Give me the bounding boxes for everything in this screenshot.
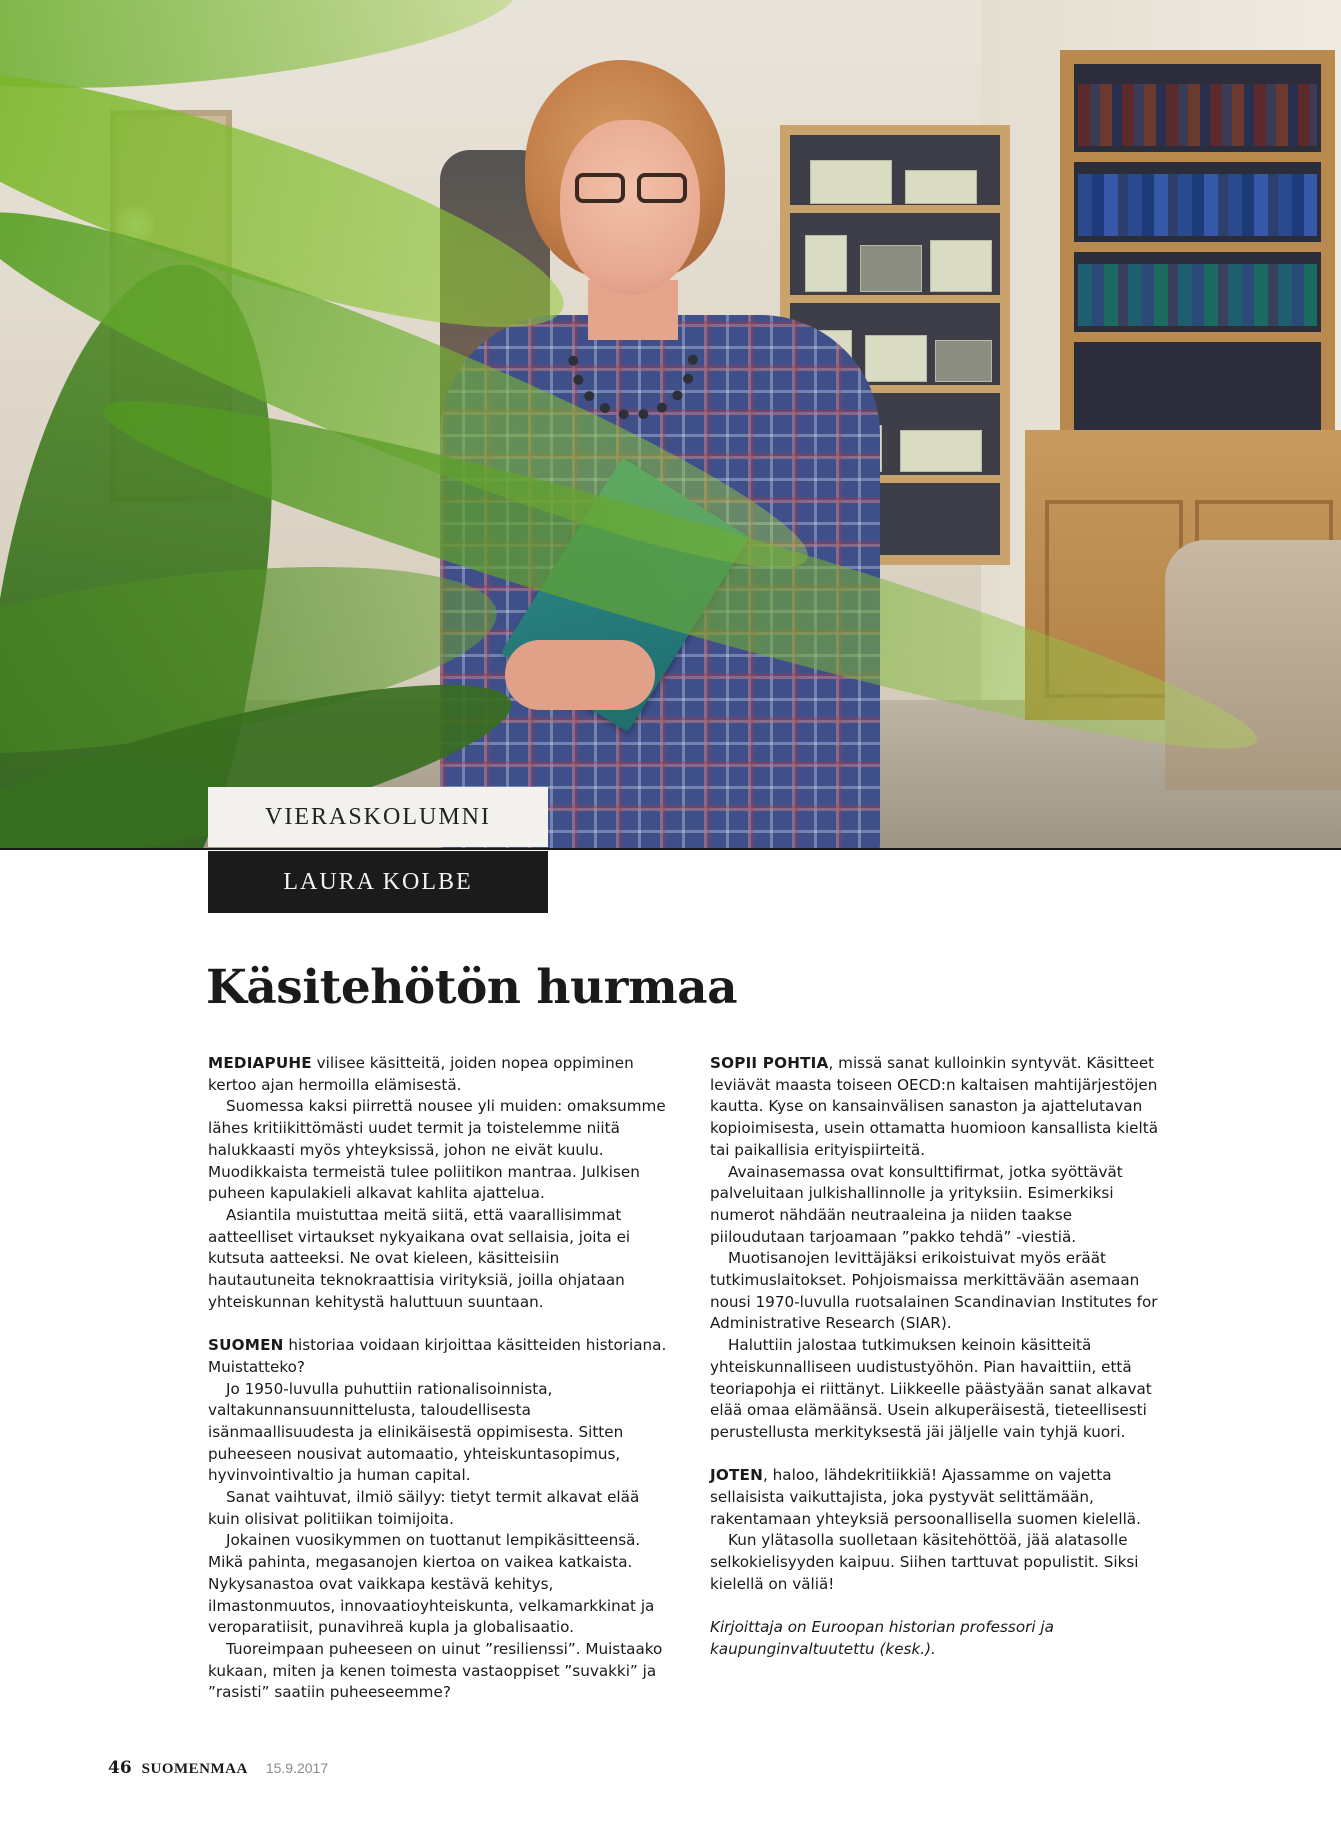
- author-signature: Kirjoittaja on Euroopan historian professori ja kaupunginvaltuutettu (kesk.).: [710, 1618, 1054, 1658]
- lead-in: JOTEN: [710, 1466, 764, 1485]
- paragraph: SUOMEN historiaa voidaan kirjoittaa käsitteiden historiana. Muistatteko?: [208, 1336, 667, 1376]
- paragraph: Sanat vaihtuvat, ilmiö säilyy: tietyt termit alkavat elää kuin olisivat politiikan toimijoita.: [208, 1488, 640, 1528]
- paragraph: Haluttiin jalostaa tutkimuksen keinoin käsitteitä yhteiskunnalliseen uudistustyöhön. Pian havaittiin, että teoriapohja ei riittänyt. Liikkeelle päästyään sanat alkavat elää omaa elämäänsä. Usein alkuperäisestä, tieteellisesti perustellusta merkityksestä jäi jäljelle vain tyhjä kuori.: [710, 1336, 1152, 1441]
- magazine-name: SUOMENMAA: [141, 1761, 248, 1777]
- paragraph: Avainasemassa ovat konsulttifirmat, jotka syöttävät palveluitaan julkishallinnolle ja yrityksiin. Esimerkiksi numerot nähdään neutraaleina ja niiden taakse piiloudutaan tarjoamaan ”pakko tehdä” -viestiä.: [710, 1162, 1123, 1246]
- page-number: 46: [108, 1758, 132, 1778]
- header-photo: [0, 0, 1341, 848]
- section-label: VIERASKOLUMNI: [208, 787, 548, 847]
- header-rule: [0, 848, 1341, 850]
- paragraph: SOPII POHTIA, missä sanat kulloinkin syntyvät. Käsitteet leviävät maasta toiseen OECD:n kaltaisen mahtijärjestöjen kautta. Kyse on kansainvälisen sanaston ja ajattelutavan kopioimisesta, usein ottamatta huomioon kansallista kieltä tai paikallisia erityispiirteitä.: [710, 1054, 1159, 1159]
- page-footer: [108, 1758, 328, 1778]
- lead-in: SOPII POHTIA: [710, 1054, 829, 1072]
- paragraph: Tuoreimpaan puheeseen on uinut ”resilienssi”. Muistaako kukaan, miten ja kenen toimesta vastaoppiset ”suvakki” ja ”rasisti” saatiin puheeseemme?: [208, 1639, 663, 1702]
- author-name: LAURA KOLBE: [208, 851, 548, 913]
- paragraph: Kun ylätasolla suolletaan käsitehöttöä, jää alatasolle selkokielisyyden kaipuu. Siihen tarttuvat populistit. Siksi kielellä on väliä!: [710, 1531, 1139, 1593]
- article-column-right: [710, 1053, 1170, 1661]
- lead-in: MEDIAPUHE: [208, 1054, 312, 1072]
- paragraph: MEDIAPUHE vilisee käsitteitä, joiden nopea oppiminen kertoo ajan hermoilla elämisestä.: [208, 1054, 634, 1094]
- bookcase: [1060, 50, 1335, 450]
- paragraph: Suomessa kaksi piirrettä nousee yli muiden: omaksumme lähes kritiikittömästi uudet termit ja toistelemme niitä halukkaasti myös yhteyksissä, johon ne eivät kuulu. Muodikkaista termeistä tulee poliitikon mantraa. Julkisen puheen kapulakieli alkavat kahlita ajattelua.: [208, 1097, 666, 1203]
- article-column-left: [208, 1053, 668, 1704]
- paragraph: Muotisanojen levittäjäksi erikoistuivat myös eräät tutkimuslaitokset. Pohjoismaissa merkittävään asemaan nousi 1970-luvulla ruotsalainen Scandinavian Institutes for Administrative Research (SIAR).: [710, 1249, 1158, 1333]
- article-title: Käsitehötön hurmaa: [206, 960, 738, 1015]
- issue-date: 15.9.2017: [265, 1760, 329, 1776]
- armchair: [1165, 540, 1341, 790]
- paragraph: JOTEN, haloo, lähdekritiikkiä! Ajassamme on vajetta sellaisista vaikuttajista, joka pystyvät selittämään, rakentamaan yhteyksiä persoonallisella suomen kielellä.: [710, 1466, 1141, 1528]
- lead-in: SUOMEN: [208, 1336, 284, 1355]
- paragraph: Jokainen vuosikymmen on tuottanut lempikäsitteensä. Mikä pahinta, megasanojen kiertoa on vaikea katkaista. Nykysanastoa ovat vaikkapa kestävä kehitys, ilmastonmuutos, innovaatioyhteiskunta, velkamarkkinat ja veroparatiisit, punavihreä kupla ja globalisaatio.: [208, 1531, 655, 1637]
- paragraph: Asiantila muistuttaa meitä siitä, että vaarallisimmat aatteelliset virtaukset nykyaikana ovat sellaisia, joita ei kutsuta aatteeksi. Ne ovat kieleen, käsitteisiin hautautuneita teknokraattisia virityksiä, joilla ohjataan yhteiskunnan kehitystä haluttuun suuntaan.: [208, 1205, 631, 1311]
- paragraph: Jo 1950-luvulla puhuttiin rationalisoinnista, valtakunnansuunnittelusta, taloudellisesta isänmaallisuudesta ja elinikäisestä oppimisesta. Sitten puheeseen nousivat automaatio, yhteiskuntasopimus, hyvinvointivaltio ja human capital.: [208, 1379, 624, 1485]
